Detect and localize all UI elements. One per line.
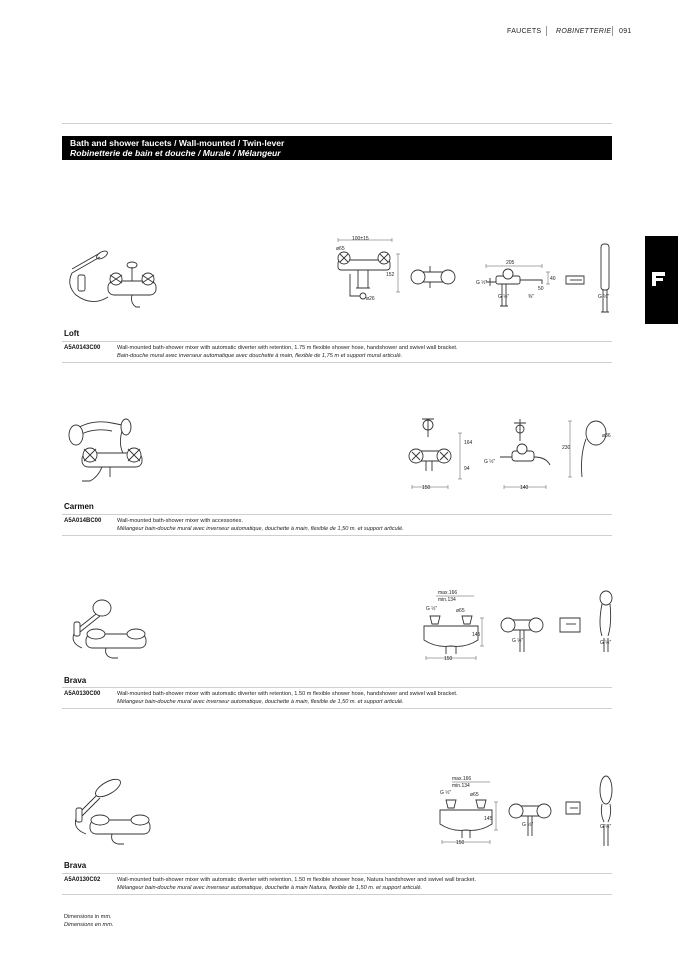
- dim-label: 94: [464, 466, 470, 472]
- dim-label: G ½": [522, 822, 534, 828]
- dim-label: ø26: [366, 296, 375, 302]
- row-rule: [62, 362, 612, 363]
- row-rule: [62, 708, 612, 709]
- dim-label: G ½": [600, 824, 612, 830]
- dim-label: 150: [456, 840, 465, 846]
- dim-label: 140: [520, 485, 529, 491]
- dim-label: G ½": [484, 459, 496, 465]
- dim-label: ⅜": [528, 294, 534, 300]
- row-rule: [62, 514, 612, 515]
- dim-label: 50: [538, 286, 544, 292]
- header-section: FAUCETS: [507, 28, 542, 35]
- page-number: 091: [619, 28, 632, 35]
- dim-label: G ½": [440, 790, 452, 796]
- dim-label: min.134: [438, 597, 456, 603]
- dim-label: 164: [464, 440, 473, 446]
- product-name: Brava: [64, 676, 87, 685]
- dim-label: 145: [472, 632, 481, 638]
- carmen-product-image: [62, 415, 172, 495]
- dim-label: 145: [484, 816, 493, 822]
- dim-label: 152: [386, 272, 395, 278]
- dim-label: max.166: [452, 776, 472, 782]
- product-code: A5A0130C02: [64, 877, 101, 883]
- product-description-fr: Bain-douche mural avec inverseur automatique avec douchette à main, flexible de 1,75 m et support mural articulé.: [117, 353, 403, 359]
- dim-label: G ½": [598, 294, 610, 300]
- product-name: Brava: [64, 861, 87, 870]
- row-rule: [62, 687, 612, 688]
- banner-title-fr: Robinetterie de bain et douche / Murale / Mélangeur: [70, 148, 281, 158]
- row-rule: [62, 341, 612, 342]
- product-description-en: Wall-mounted bath-shower mixer with automatic diverter with retention, 1.50 m flexible shower hose, Natura handshower and swivel wall bracket.: [117, 877, 476, 883]
- header-divider: [546, 26, 547, 36]
- product-name: Loft: [64, 329, 80, 338]
- dim-label: G ½": [426, 606, 438, 612]
- dim-label: min.134: [452, 783, 470, 789]
- header-subsection: ROBINETTERIE: [556, 28, 612, 35]
- product-code: A5A014BC00: [64, 518, 102, 524]
- carmen-technical-drawing: [400, 415, 640, 505]
- brava-technical-drawing: [416, 588, 636, 668]
- brand-logo-icon: [645, 236, 678, 324]
- dim-label: 205: [506, 260, 515, 266]
- loft-product-image: [62, 245, 172, 315]
- dim-label: G ½": [498, 294, 510, 300]
- dim-label: 100±15: [352, 236, 369, 242]
- top-rule: [62, 123, 612, 124]
- row-rule: [62, 873, 612, 874]
- dim-label: 230: [562, 445, 571, 451]
- row-rule: [62, 894, 612, 895]
- header-divider: [612, 26, 613, 36]
- dim-label: 40: [550, 276, 556, 282]
- product-description-fr: Mélangeur bain-douche mural avec inverseur automatique, douchette à main, flexible de 1,50 m. et support articulé.: [117, 526, 404, 532]
- dim-label: G ½": [600, 640, 612, 646]
- product-code: A5A0130C00: [64, 691, 101, 697]
- dim-label: ø65: [470, 792, 479, 798]
- row-rule: [62, 535, 612, 536]
- product-description-fr: Mélangeur bain-douche mural avec inverseur automatique, douchette à main, flexible de 1,50 m. et support articulé.: [117, 699, 404, 705]
- side-tab: [645, 236, 678, 324]
- loft-technical-drawing: [330, 234, 630, 324]
- footer-note-fr: Dimensions en mm.: [64, 922, 114, 928]
- product-description-en: Wall-mounted bath-shower mixer with accessories.: [117, 518, 244, 524]
- dim-label: 150: [444, 656, 453, 662]
- dim-label: G ½": [512, 638, 524, 644]
- dim-label: 150: [422, 485, 431, 491]
- brava-natura-product-image: [62, 774, 172, 854]
- brava-product-image: [62, 596, 172, 666]
- product-description-en: Wall-mounted bath-shower mixer with automatic diverter with retention, 1.75 m flexible shower hose, handshower and swivel wall bracket.: [117, 345, 458, 351]
- product-description-en: Wall-mounted bath-shower mixer with automatic diverter with retention, 1.50 m flexible shower hose, handshower and swivel wall bracket.: [117, 691, 458, 697]
- dim-label: ø86: [602, 433, 611, 439]
- section-banner: [62, 136, 612, 160]
- brava-natura-technical-drawing: [432, 774, 652, 854]
- product-name: Carmen: [64, 502, 94, 511]
- dim-label: ø65: [336, 246, 345, 252]
- dim-label: ø65: [456, 608, 465, 614]
- product-description-fr: Mélangeur bain-douche mural avec inverseur automatique, douchette à main Natura, flexible de 1,50 m. et support articulé.: [117, 885, 423, 891]
- footer-note-en: Dimensions in mm.: [64, 914, 112, 920]
- dim-label: max.166: [438, 590, 458, 596]
- product-code: A5A0143C00: [64, 345, 101, 351]
- banner-title-en: Bath and shower faucets / Wall-mounted / Twin-lever: [70, 138, 285, 148]
- dim-label: G ½": [476, 280, 488, 286]
